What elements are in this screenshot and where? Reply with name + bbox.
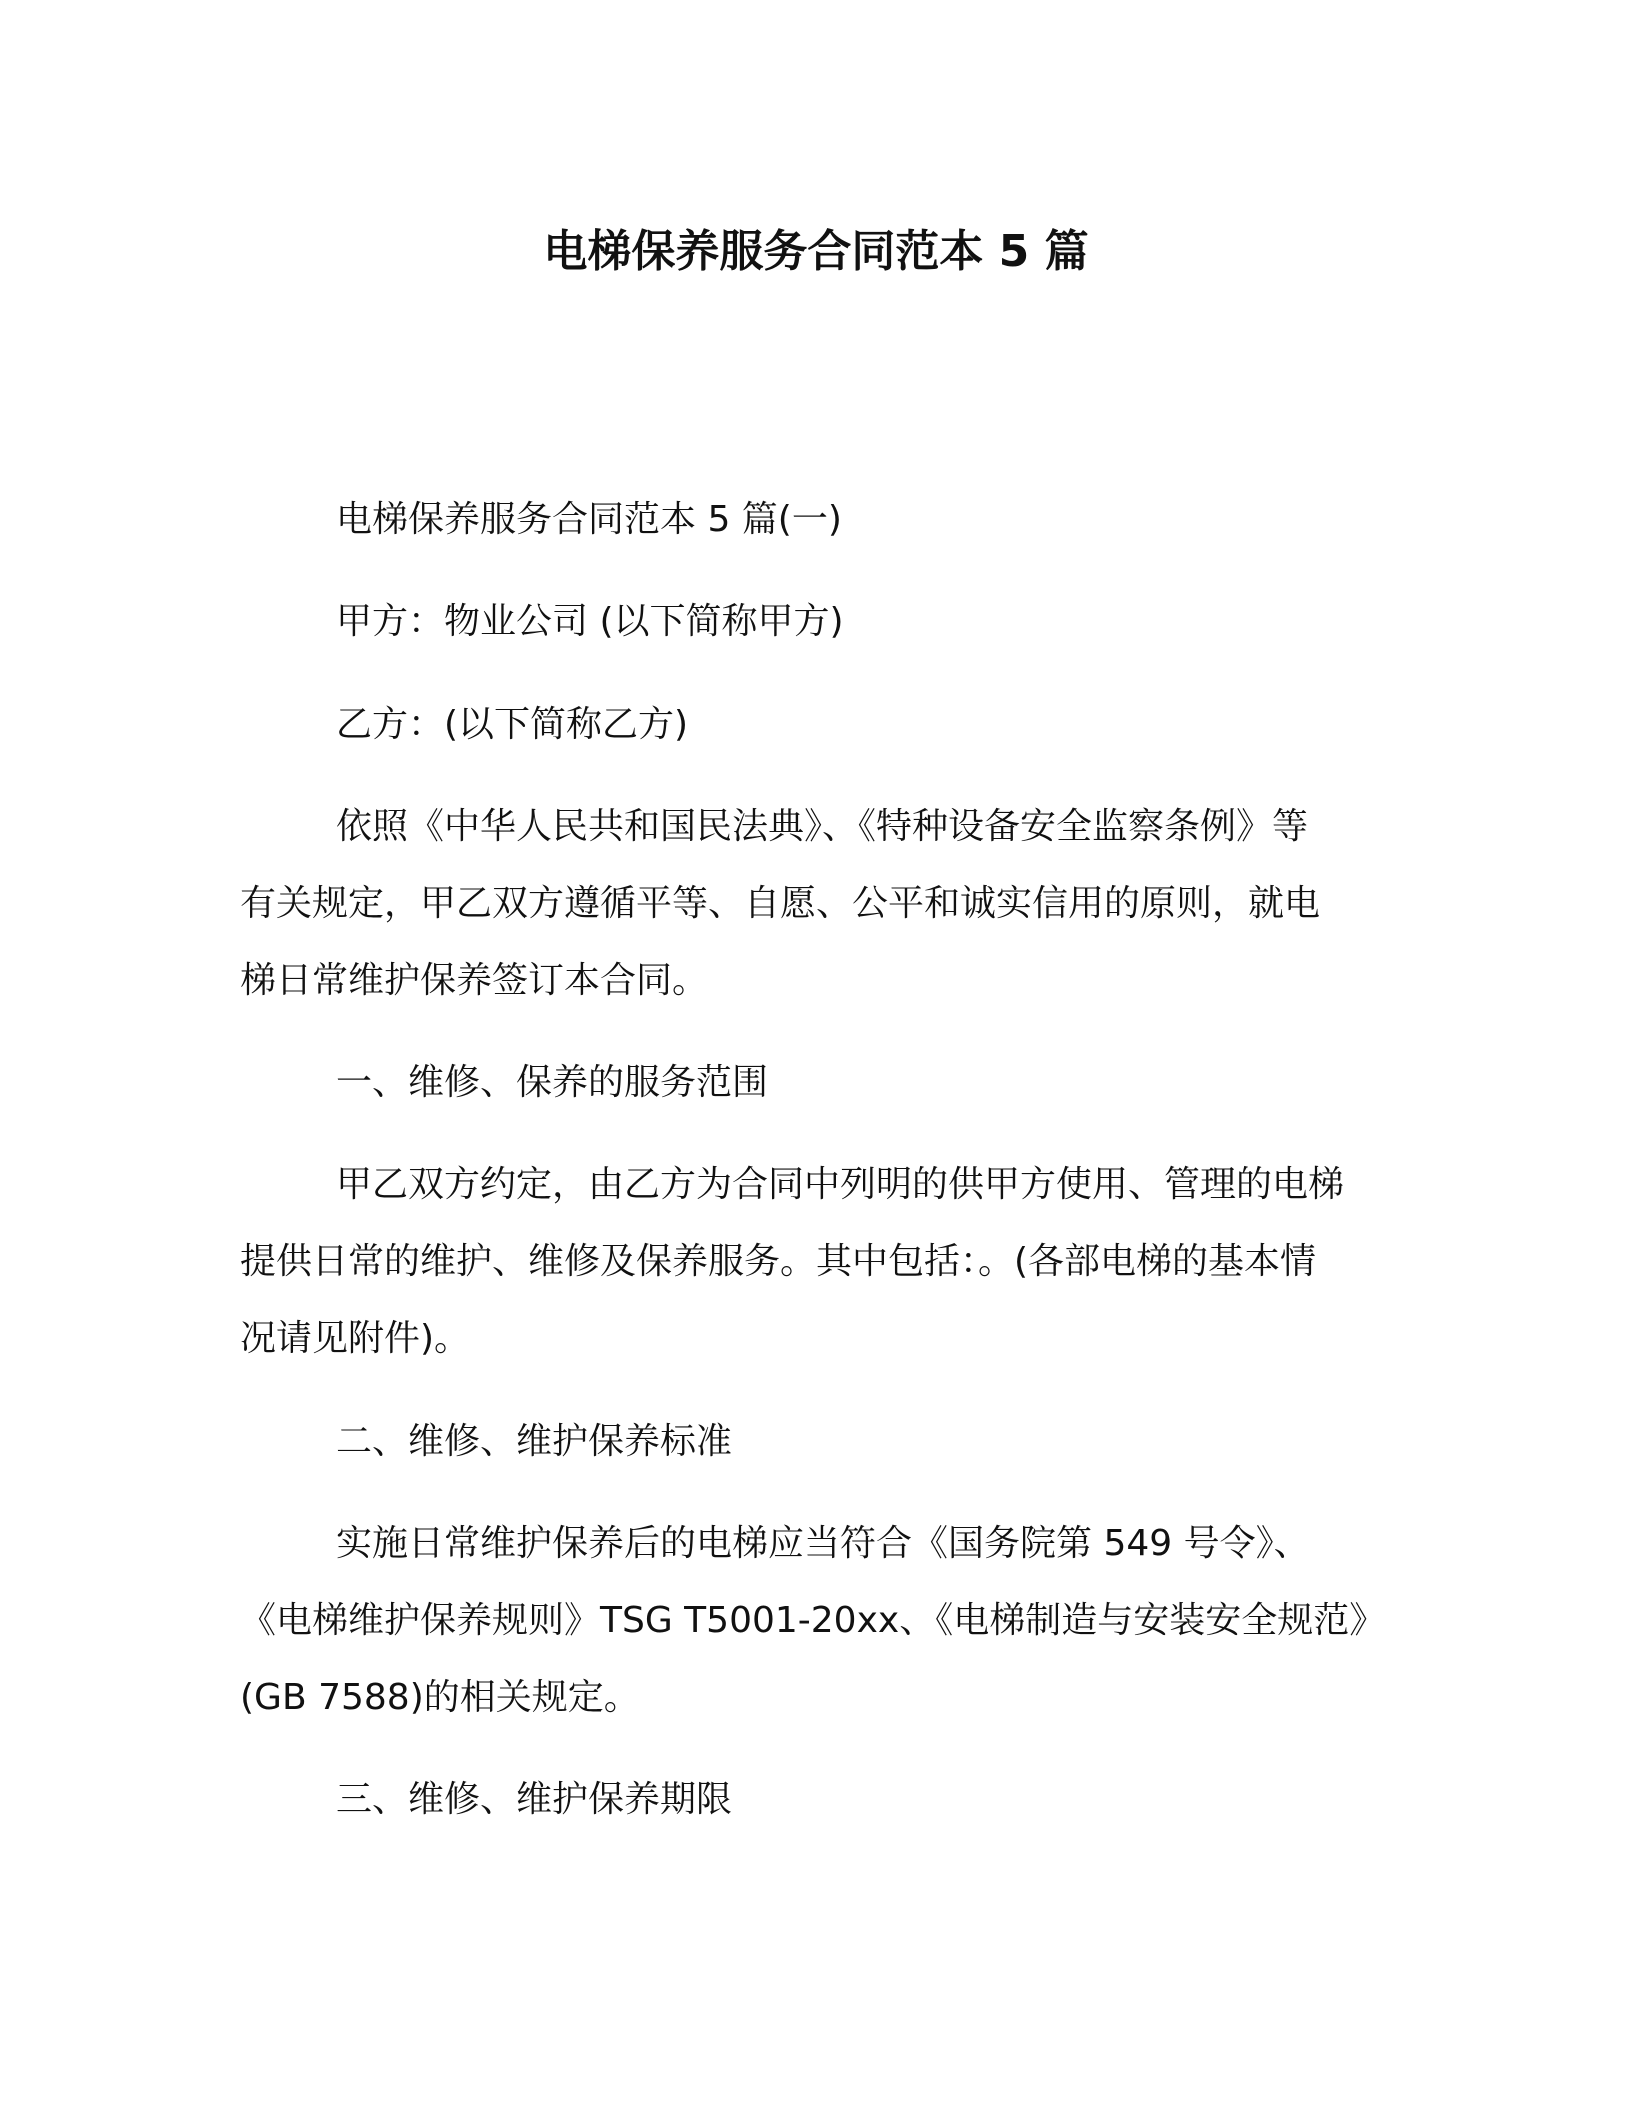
contract-subtitle: 电梯保养服务合同范本 5 篇(一) [336,499,842,540]
section-1-line-1: 甲乙双方约定，由乙方为合同中列明的供甲方使用、管理的电梯 [336,1164,1345,1205]
preamble-line-1: 依照《中华人民共和国民法典》、《特种设备安全监察条例》等 [336,806,1309,847]
preamble-line-2: 有关规定，甲乙双方遵循平等、自愿、公平和诚实信用的原则，就电 [240,883,1321,924]
section-2-line-3: (GB 7588)的相关规定。 [240,1677,640,1718]
preamble-line-3: 梯日常维护保养签订本合同。 [240,960,709,1001]
section-1-line-2: 提供日常的维护、维修及保养服务。其中包括：。(各部电梯的基本情 [240,1241,1317,1282]
section-2-line-2: 《电梯维护保养规则》TSG T5001-20xx、《电梯制造与安装安全规范》 [240,1600,1386,1641]
section-1-heading: 一、维修、保养的服务范围 [336,1062,769,1103]
section-2-line-1: 实施日常维护保养后的电梯应当符合《国务院第 549 号令》、 [336,1523,1310,1564]
section-2-heading: 二、维修、维护保养标准 [336,1421,733,1462]
document-title: 电梯保养服务合同范本 5 篇 [543,226,1089,277]
party-b-line: 乙方：(以下简称乙方) [336,704,689,745]
party-a-line: 甲方：物业公司 (以下简称甲方) [336,601,844,642]
section-3-heading: 三、维修、维护保养期限 [336,1779,733,1820]
section-1-line-3: 况请见附件)。 [240,1318,471,1359]
